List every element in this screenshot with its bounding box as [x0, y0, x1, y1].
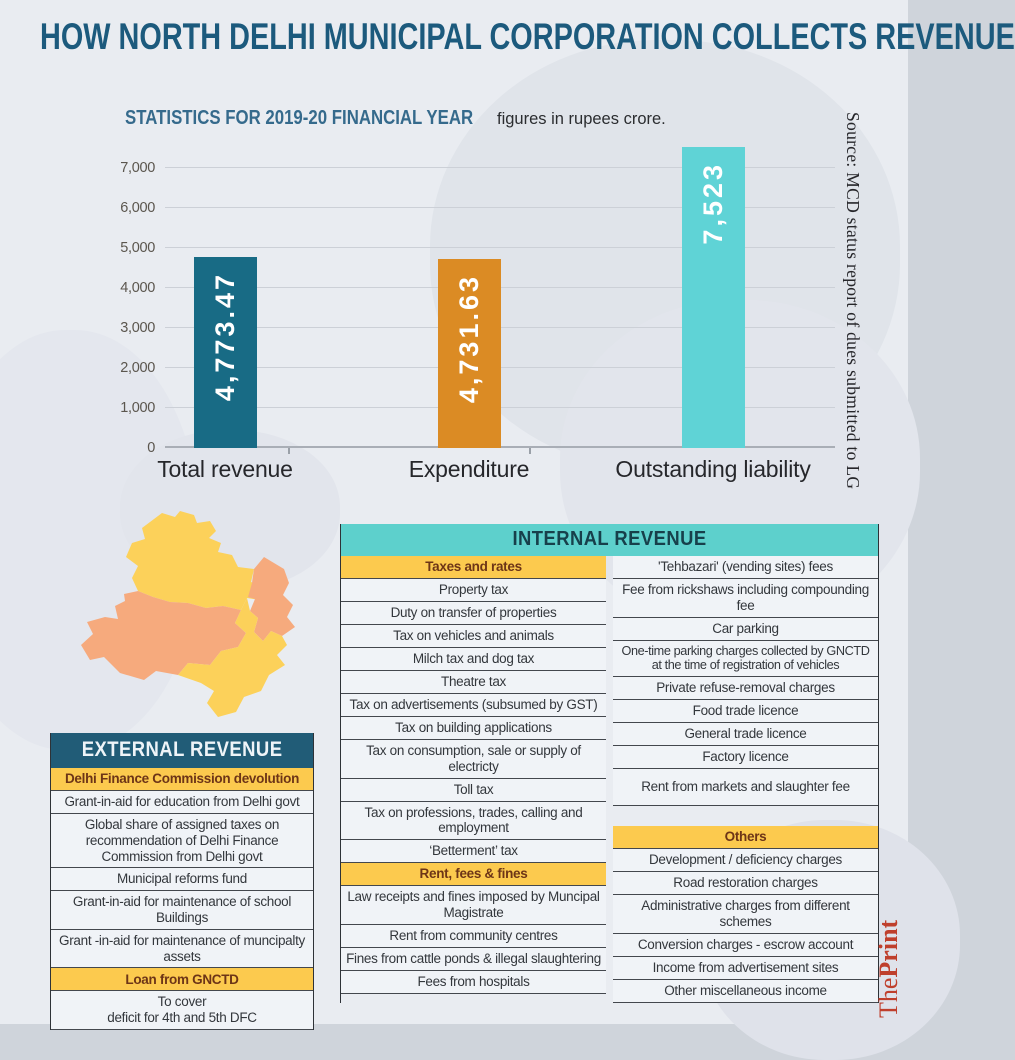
table-row — [613, 872, 878, 895]
row-label: Rent, fees & fines — [419, 866, 528, 882]
bar-value-label: 4,731.63 — [453, 273, 484, 403]
row-label: Factory licence — [702, 749, 789, 765]
row-label: Theatre tax — [441, 674, 506, 690]
external-revenue-rows — [51, 768, 313, 1030]
y-axis-tick-label: 6,000 — [120, 200, 155, 216]
table-row — [613, 957, 878, 980]
y-axis-tick-label: 3,000 — [120, 320, 155, 336]
table-row — [341, 625, 606, 648]
row-label: Grant-in-aid for education from Delhi govt — [64, 794, 300, 810]
table-row — [51, 868, 313, 891]
bar-slot — [591, 140, 835, 448]
row-label: Municipal reforms fund — [117, 871, 247, 887]
x-axis-category-labels — [103, 456, 835, 483]
row-label: Car parking — [712, 620, 779, 636]
row-label: Tax on building applications — [395, 720, 552, 736]
row-label: Tax on professions, trades, calling and employment — [364, 804, 583, 836]
y-axis-tick-label: 1,000 — [120, 400, 155, 416]
table-row — [341, 802, 606, 841]
row-label: Road restoration charges — [673, 875, 818, 891]
chart-unit-note: figures in rupees crore. — [497, 110, 666, 128]
row-label: Global share of assigned taxes on recommendation of Delhi Finance Commission from Delhi govt — [84, 817, 280, 864]
row-label: Toll tax — [453, 781, 494, 797]
table-row — [613, 677, 878, 700]
row-label: Tax on vehicles and animals — [393, 628, 554, 644]
row-label: Fee from rickshaws including compounding fee — [622, 582, 869, 613]
table-row — [51, 968, 313, 991]
table-row — [341, 579, 606, 602]
external-revenue-header — [51, 733, 313, 768]
y-axis-tick-label: 2,000 — [120, 360, 155, 376]
x-axis-category-label: Expenditure — [408, 456, 530, 482]
internal-revenue-header-label: INTERNAL REVENUE — [512, 528, 707, 550]
row-label: Grant -in-aid for maintenance of muncipalty assets — [59, 932, 305, 964]
bars — [103, 140, 835, 448]
internal-revenue-header — [341, 524, 878, 556]
table-row — [341, 556, 606, 579]
table-row — [51, 930, 313, 969]
internal-revenue-right-column — [613, 556, 878, 1003]
internal-revenue-left-column — [341, 556, 606, 994]
bar-slot — [103, 140, 347, 448]
bar-total-revenue — [194, 257, 257, 448]
row-label: Loan from GNCTD — [125, 971, 239, 987]
table-row — [613, 849, 878, 872]
row-label: Milch tax and dog tax — [412, 651, 535, 667]
table-row — [51, 768, 313, 791]
table-row — [613, 980, 878, 1003]
bar-value-label: 4,773.47 — [209, 272, 240, 402]
map-region-east — [248, 557, 295, 641]
x-axis-tick — [288, 448, 290, 454]
internal-revenue-table — [340, 524, 879, 1003]
table-row — [341, 925, 606, 948]
y-axis-tick-label: 4,000 — [120, 280, 155, 296]
y-axis-tick-label: 5,000 — [120, 240, 155, 256]
external-revenue-table — [50, 733, 314, 1030]
table-row — [51, 791, 313, 814]
plot — [120, 140, 835, 456]
table-row — [341, 779, 606, 802]
row-label: Property tax — [438, 582, 509, 598]
row-label: ‘Betterment’ tax — [429, 843, 518, 859]
y-axis-tick-label: 0 — [147, 440, 155, 456]
row-label: Rent from markets and slaughter fee — [641, 779, 850, 795]
row-label: Conversion charges - escrow account — [637, 936, 854, 952]
internal-revenue-columns — [341, 556, 878, 1003]
row-label: Tax on consumption, sale or supply of electricty — [366, 743, 581, 774]
table-row — [341, 971, 606, 994]
x-axis-tick — [529, 448, 531, 454]
table-row — [341, 602, 606, 625]
theprint-logo-the: The — [874, 977, 903, 1018]
table-row — [341, 717, 606, 740]
table-row — [341, 886, 606, 925]
table-row — [341, 840, 606, 863]
table-row — [51, 814, 313, 868]
theprint-logo — [874, 920, 904, 1018]
row-label: Duty on transfer of properties — [390, 605, 557, 621]
table-row — [341, 648, 606, 671]
row-label: Taxes and rates — [425, 559, 522, 575]
row-label: Development / deficiency charges — [648, 852, 842, 868]
row-label: Fines from cattle ponds & illegal slaughtering — [346, 950, 601, 966]
table-row — [341, 863, 606, 886]
table-row — [613, 746, 878, 769]
table-row — [341, 948, 606, 971]
table-row — [51, 991, 313, 1030]
table-row — [613, 700, 878, 723]
delhi-map-regions — [81, 511, 295, 717]
row-label: Grant-in-aid for maintenance of school Buildings — [72, 894, 292, 926]
table-row — [613, 826, 878, 849]
theprint-logo-print: Print — [874, 919, 903, 978]
row-label: One-time parking charges collected by GNCTD at the time of registration of vehicles — [621, 643, 870, 673]
row-label: Administrative charges from different schemes — [641, 898, 850, 930]
table-row — [341, 740, 606, 779]
row-label: To cover deficit for 4th and 5th DFC — [107, 994, 257, 1026]
row-label: Other miscellaneous income — [664, 982, 827, 998]
row-label: Tax on advertisements (subsumed by GST) — [349, 697, 598, 713]
row-label: Income from advertisement sites — [652, 959, 839, 975]
chart-title: STATISTICS FOR 2019-20 FINANCIAL YEAR — [125, 106, 474, 129]
table-row — [613, 895, 878, 934]
bar-chart — [120, 140, 835, 494]
table-row — [613, 769, 878, 806]
x-axis-category-label: Outstanding liability — [615, 456, 811, 482]
table-row — [613, 556, 878, 579]
table-row — [51, 891, 313, 930]
table-row — [613, 641, 878, 678]
row-label: Private refuse-removal charges — [656, 680, 835, 696]
row-label: Fees from hospitals — [417, 973, 530, 989]
bar-outstanding-liability — [682, 147, 745, 448]
table-row — [613, 579, 878, 618]
row-label: General trade licence — [684, 726, 807, 742]
table-row — [613, 806, 878, 826]
table-row — [613, 934, 878, 957]
table-row — [613, 618, 878, 641]
source-note: Source: MCD status report of dues submitted to LG — [843, 112, 863, 490]
table-row — [613, 723, 878, 746]
external-revenue-header-label: EXTERNAL REVENUE — [81, 738, 283, 761]
bar-slot — [347, 140, 591, 448]
row-label: Others — [724, 829, 767, 845]
table-row — [341, 671, 606, 694]
table-row — [341, 694, 606, 717]
x-axis-category-label: Total revenue — [157, 456, 293, 482]
row-label: Food trade licence — [692, 703, 799, 719]
row-label: Law receipts and fines imposed by Muncipal Magistrate — [347, 889, 600, 920]
delhi-map — [58, 505, 336, 737]
row-label: Delhi Finance Commission devolution — [64, 771, 300, 787]
bar-value-label: 7,523 — [697, 162, 728, 245]
row-label: Rent from community centres — [389, 927, 558, 943]
row-label: 'Tehbazari' (vending sites) fees — [658, 559, 833, 575]
bar-expenditure — [438, 259, 501, 448]
y-axis-tick-label: 7,000 — [120, 160, 155, 176]
page-title: HOW NORTH DELHI MUNICIPAL CORPORATION COLLECTS REVENUE — [40, 16, 1015, 57]
